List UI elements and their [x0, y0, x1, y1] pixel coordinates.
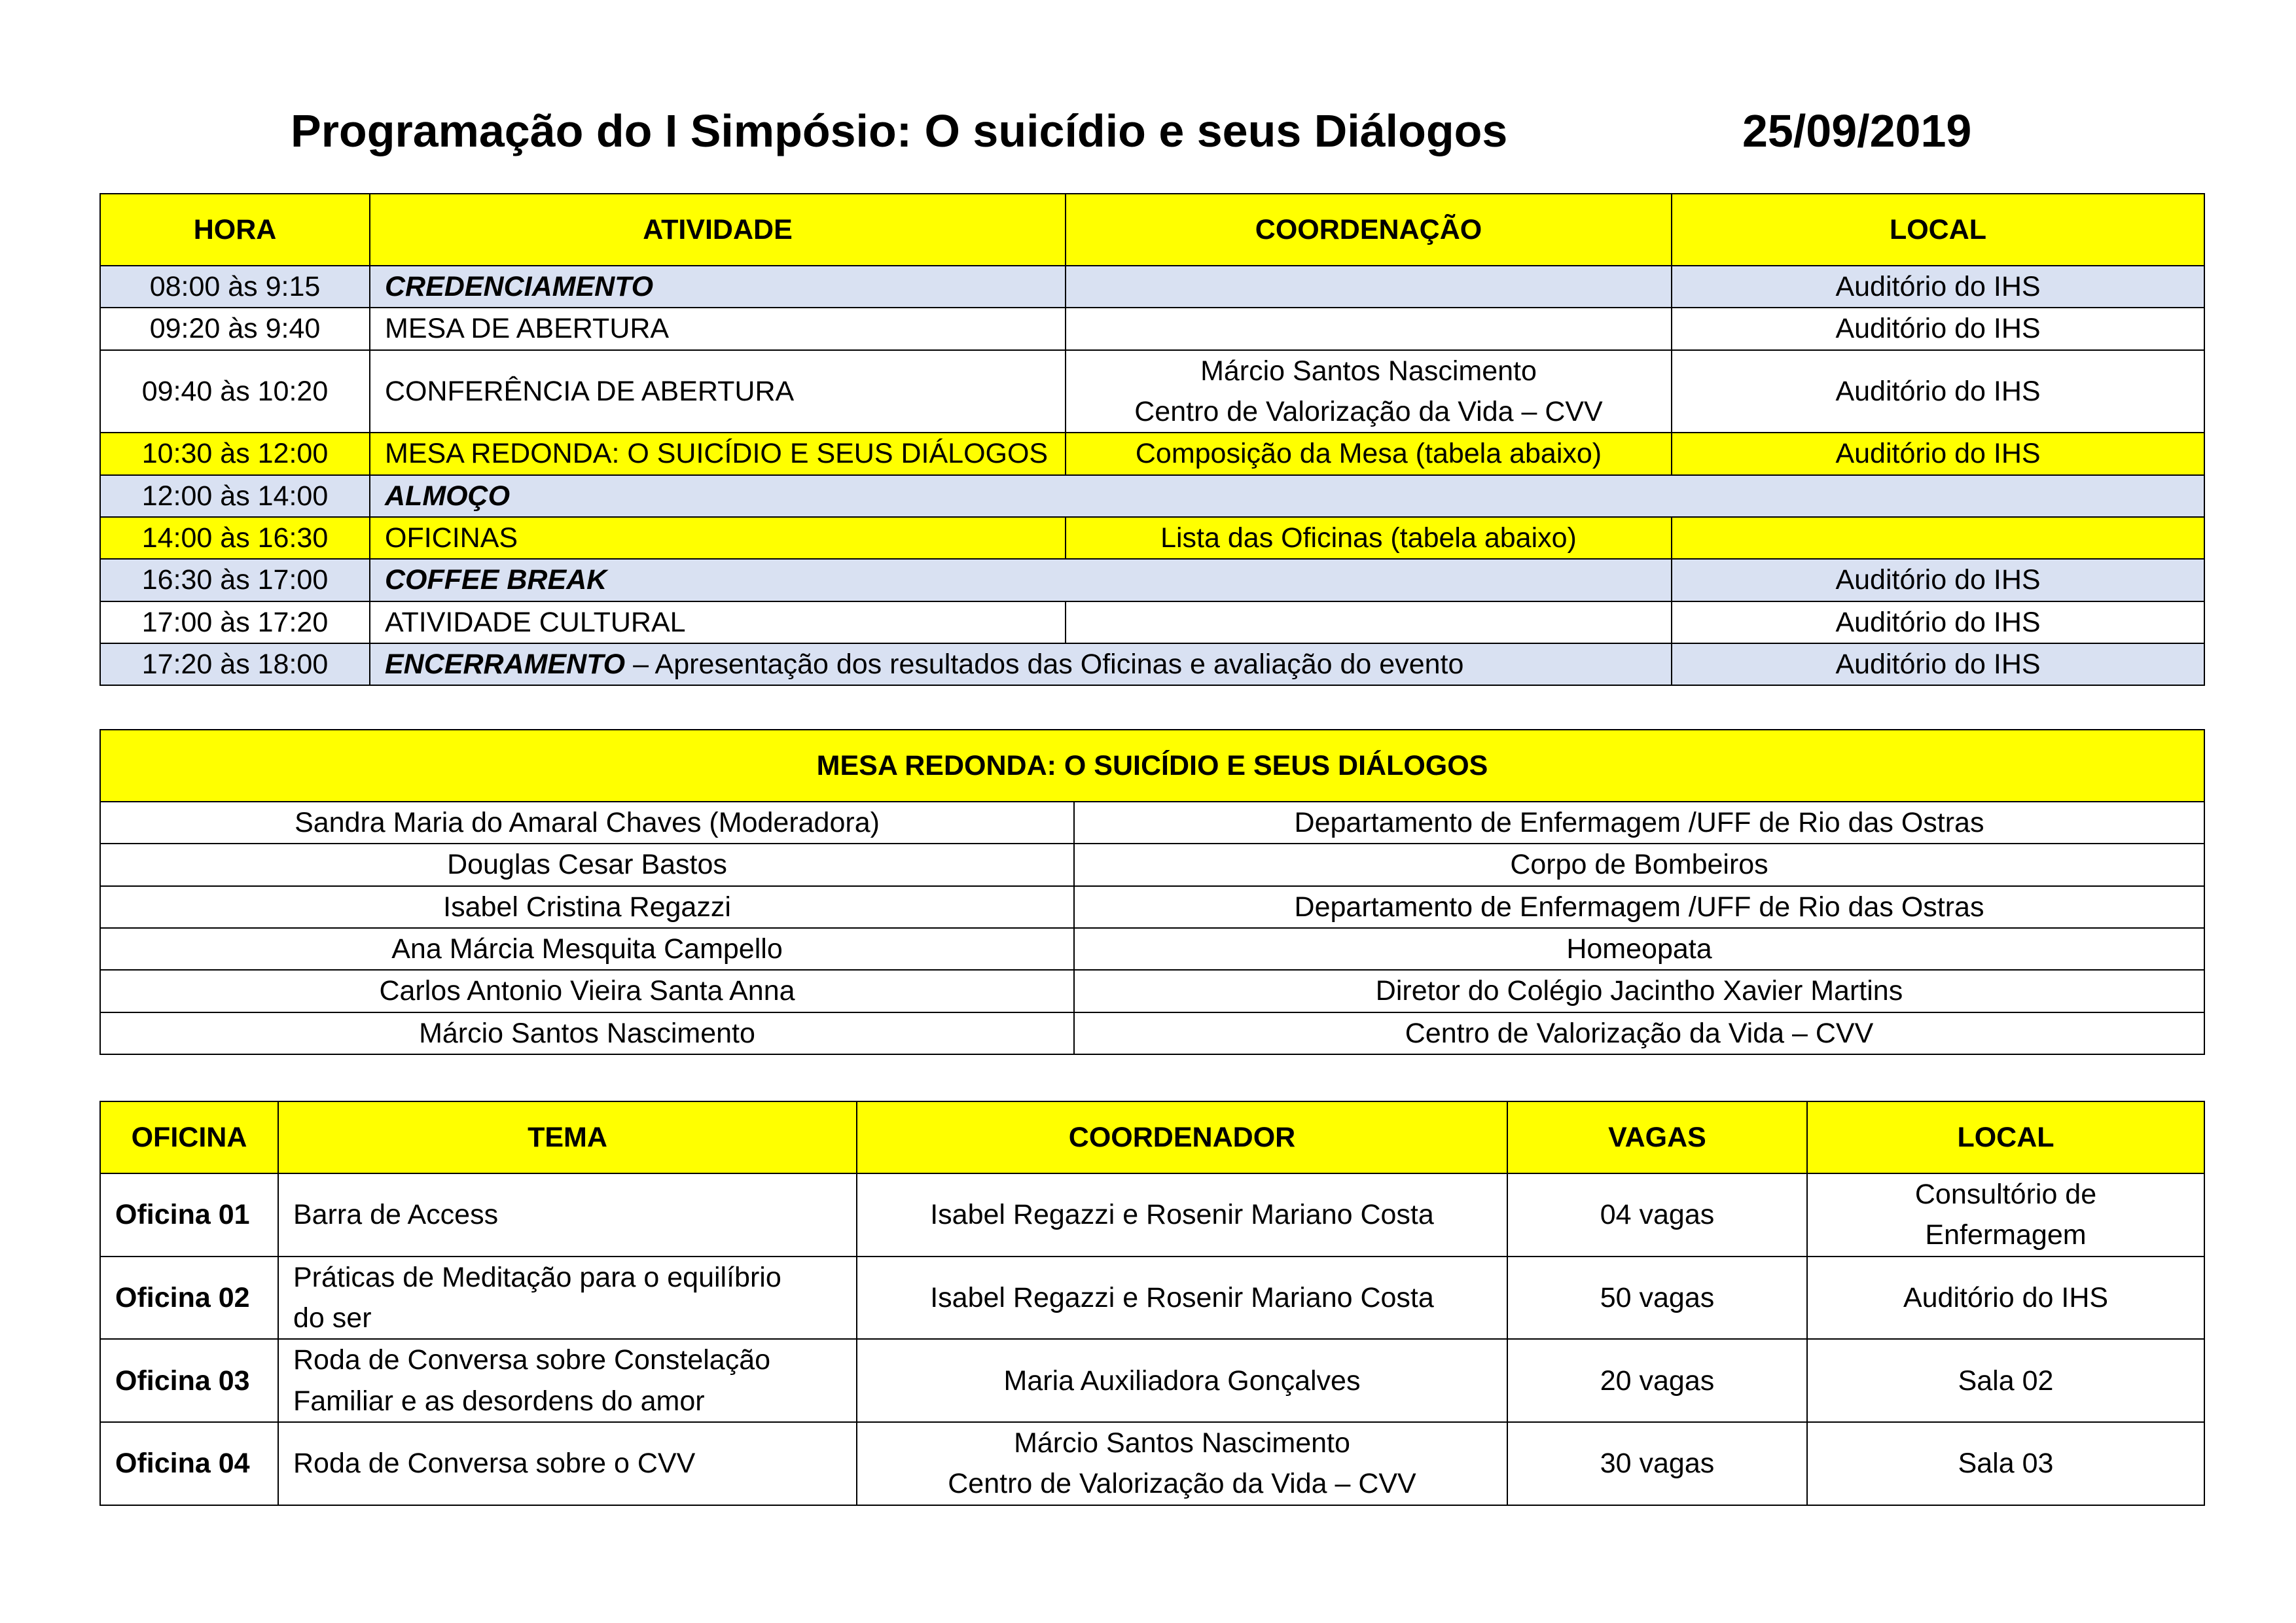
- coordenador-line: Isabel Regazzi e Rosenir Mariano Costa: [930, 1199, 1434, 1231]
- hora-cell: 14:00 às 16:30: [100, 517, 370, 559]
- oficinas-table: [99, 1101, 2205, 1506]
- schedule-row: [100, 266, 2204, 308]
- mesa-header-row: [100, 730, 2204, 802]
- mesa-row: [100, 844, 2204, 885]
- mesa-instituicao: Homeopata: [1074, 928, 2204, 970]
- hora-cell: 09:40 às 10:20: [100, 350, 370, 433]
- vagas-cell: 50 vagas: [1507, 1257, 1807, 1340]
- oficina-row: [100, 1339, 2204, 1422]
- local-cell: [1807, 1422, 2204, 1505]
- schedule-row: [100, 559, 2204, 601]
- header-local: LOCAL: [1807, 1101, 2204, 1173]
- vagas-cell: 20 vagas: [1507, 1339, 1807, 1422]
- local-cell: Auditório do IHS: [1672, 433, 2204, 474]
- vagas-cell: 30 vagas: [1507, 1422, 1807, 1505]
- mesa-row: [100, 802, 2204, 844]
- header-tema: TEMA: [278, 1101, 857, 1173]
- event-date: 25/09/2019: [1742, 105, 1972, 156]
- local-cell: Auditório do IHS: [1672, 559, 2204, 601]
- coordenacao-cell: [1066, 308, 1672, 349]
- local-cell: [1807, 1257, 2204, 1340]
- tema-line: Práticas de Meditação para o equilíbrio: [293, 1261, 781, 1293]
- vagas-cell: 04 vagas: [1507, 1173, 1807, 1257]
- oficina-cell: Oficina 03: [100, 1339, 278, 1422]
- oficina-row: [100, 1257, 2204, 1340]
- mesa-instituicao: Departamento de Enfermagem /UFF de Rio das Ostras: [1074, 886, 2204, 928]
- hora-cell: 12:00 às 14:00: [100, 475, 370, 517]
- tema-line: do ser: [293, 1302, 372, 1334]
- coordenador-cell: [857, 1422, 1507, 1505]
- hora-cell: 08:00 às 9:15: [100, 266, 370, 308]
- mesa-instituicao: Departamento de Enfermagem /UFF de Rio das Ostras: [1074, 802, 2204, 844]
- hora-cell: 17:00 às 17:20: [100, 601, 370, 643]
- header-vagas: VAGAS: [1507, 1101, 1807, 1173]
- atividade-bold: ENCERRAMENTO: [385, 649, 626, 681]
- mesa-instituicao: Diretor do Colégio Jacintho Xavier Martins: [1074, 970, 2204, 1012]
- schedule-row: [100, 517, 2204, 559]
- atividade-cell: OFICINAS: [370, 517, 1066, 559]
- tema-line: Roda de Conversa sobre o CVV: [293, 1448, 696, 1480]
- mesa-nome: Isabel Cristina Regazzi: [100, 886, 1074, 928]
- atividade-cell: ALMOÇO: [370, 475, 2204, 517]
- mesa-nome: Márcio Santos Nascimento: [100, 1012, 1074, 1054]
- schedule-row: [100, 475, 2204, 517]
- local-cell: [1807, 1339, 2204, 1422]
- page-title-bar: [0, 105, 2296, 170]
- header-oficina: OFICINA: [100, 1101, 278, 1173]
- local-cell: Auditório do IHS: [1672, 601, 2204, 643]
- coordenacao-cell: Lista das Oficinas (tabela abaixo): [1066, 517, 1672, 559]
- tema-line: Roda de Conversa sobre Constelação: [293, 1344, 771, 1376]
- schedule-row: [100, 350, 2204, 433]
- coordenador-line: Márcio Santos Nascimento: [1014, 1427, 1350, 1459]
- atividade-cell: CREDENCIAMENTO: [370, 266, 1066, 308]
- tema-cell: [278, 1422, 857, 1505]
- local-cell: Auditório do IHS: [1672, 308, 2204, 349]
- coordenador-line: Isabel Regazzi e Rosenir Mariano Costa: [930, 1281, 1434, 1313]
- header-coordenacao: COORDENAÇÃO: [1066, 194, 1672, 266]
- header-hora: HORA: [100, 194, 370, 266]
- oficina-cell: Oficina 04: [100, 1422, 278, 1505]
- schedule-row: [100, 308, 2204, 349]
- oficina-cell: Oficina 01: [100, 1173, 278, 1257]
- atividade-cell: CONFERÊNCIA DE ABERTURA: [370, 350, 1066, 433]
- oficina-row: [100, 1173, 2204, 1257]
- mesa-table: [99, 729, 2205, 1055]
- oficinas-header-row: [100, 1101, 2204, 1173]
- hora-cell: 16:30 às 17:00: [100, 559, 370, 601]
- coordenacao-cell: [1066, 350, 1672, 433]
- local-cell: Auditório do IHS: [1672, 643, 2204, 685]
- schedule-table: [99, 193, 2205, 686]
- local-line: Enfermagem: [1925, 1219, 2087, 1251]
- mesa-instituicao: Corpo de Bombeiros: [1074, 844, 2204, 885]
- hora-cell: 10:30 às 12:00: [100, 433, 370, 474]
- schedule-row: [100, 433, 2204, 474]
- oficina-row: [100, 1422, 2204, 1505]
- header-local: LOCAL: [1672, 194, 2204, 266]
- hora-cell: 09:20 às 9:40: [100, 308, 370, 349]
- mesa-row: [100, 886, 2204, 928]
- header-atividade: ATIVIDADE: [370, 194, 1066, 266]
- mesa-nome: Sandra Maria do Amaral Chaves (Moderadora): [100, 802, 1074, 844]
- atividade-cell: MESA REDONDA: O SUICÍDIO E SEUS DIÁLOGOS: [370, 433, 1066, 474]
- local-cell: [1807, 1173, 2204, 1257]
- atividade-cell: COFFEE BREAK: [370, 559, 1672, 601]
- local-line: Consultório de: [1914, 1179, 2097, 1210]
- mesa-nome: Carlos Antonio Vieira Santa Anna: [100, 970, 1074, 1012]
- coordenacao-cell: [1066, 601, 1672, 643]
- schedule-header-row: [100, 194, 2204, 266]
- coordenacao-line: Márcio Santos Nascimento: [1200, 355, 1537, 387]
- coordenacao-cell: Composição da Mesa (tabela abaixo): [1066, 433, 1672, 474]
- tema-cell: [278, 1339, 857, 1422]
- mesa-nome: Douglas Cesar Bastos: [100, 844, 1074, 885]
- local-cell: [1672, 517, 2204, 559]
- coordenacao-line: Centro de Valorização da Vida – CVV: [1134, 396, 1603, 428]
- local-cell: Auditório do IHS: [1672, 350, 2204, 433]
- coordenador-cell: [857, 1173, 1507, 1257]
- tema-cell: [278, 1173, 857, 1257]
- mesa-row: [100, 928, 2204, 970]
- tema-cell: [278, 1257, 857, 1340]
- coordenador-cell: [857, 1257, 1507, 1340]
- tema-line: Familiar e as desordens do amor: [293, 1385, 705, 1417]
- atividade-cell: ATIVIDADE CULTURAL: [370, 601, 1066, 643]
- atividade-rest: – Apresentação dos resultados das Oficinas e avaliação do evento: [625, 649, 1464, 681]
- atividade-cell: [370, 643, 1672, 685]
- coordenador-line: Maria Auxiliadora Gonçalves: [1003, 1364, 1361, 1397]
- hora-cell: 17:20 às 18:00: [100, 643, 370, 685]
- coordenacao-cell: [1066, 266, 1672, 308]
- local-line: Auditório do IHS: [1903, 1281, 2109, 1313]
- schedule-row: [100, 601, 2204, 643]
- atividade-cell: MESA DE ABERTURA: [370, 308, 1066, 349]
- schedule-row: [100, 643, 2204, 685]
- mesa-nome: Ana Márcia Mesquita Campello: [100, 928, 1074, 970]
- local-line: Sala 03: [1958, 1448, 2054, 1480]
- mesa-row: [100, 1012, 2204, 1054]
- coordenador-cell: [857, 1339, 1507, 1422]
- oficina-cell: Oficina 02: [100, 1257, 278, 1340]
- local-line: Sala 02: [1958, 1364, 2054, 1397]
- page-title: Programação do I Simpósio: O suicídio e seus Diálogos: [291, 105, 1508, 156]
- mesa-header: MESA REDONDA: O SUICÍDIO E SEUS DIÁLOGOS: [100, 730, 2204, 802]
- coordenador-line: Centro de Valorização da Vida – CVV: [948, 1468, 1416, 1500]
- header-coordenador: COORDENADOR: [857, 1101, 1507, 1173]
- mesa-instituicao: Centro de Valorização da Vida – CVV: [1074, 1012, 2204, 1054]
- local-cell: Auditório do IHS: [1672, 266, 2204, 308]
- tema-line: Barra de Access: [293, 1199, 499, 1231]
- mesa-row: [100, 970, 2204, 1012]
